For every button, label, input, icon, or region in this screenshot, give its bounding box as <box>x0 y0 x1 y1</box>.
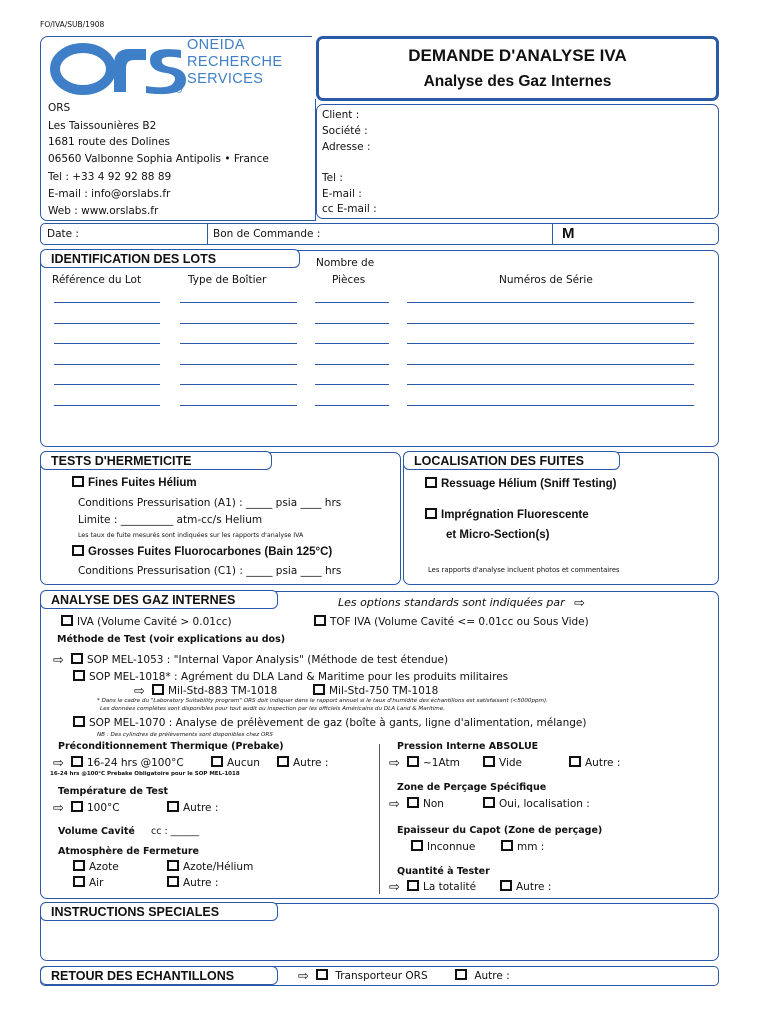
email-label[interactable]: E-mail : <box>322 188 362 200</box>
pre-1624-label: 16-24 hrs @100°C <box>87 757 184 769</box>
transporteur-option[interactable] <box>298 969 428 982</box>
grosses-fuites-option[interactable] <box>72 545 332 558</box>
bon-commande-field[interactable]: Bon de Commande : <box>213 228 321 240</box>
p-autre-checkbox[interactable] <box>569 756 581 767</box>
lot-serie-line[interactable] <box>407 364 694 365</box>
date-field[interactable]: Date : <box>47 228 79 240</box>
p-vide-option[interactable] <box>483 756 522 769</box>
sop1070-option[interactable] <box>73 716 586 729</box>
identification-box <box>40 250 719 447</box>
z-non-option[interactable] <box>389 797 444 810</box>
lot-reference-line[interactable] <box>54 302 160 303</box>
retour-autre-option[interactable] <box>455 969 510 982</box>
temp-100-label: 100°C <box>87 802 120 814</box>
logo-text-3: SERVICES <box>187 71 264 87</box>
impregnation-label: Imprégnation Fluorescente <box>441 509 589 521</box>
tof-option[interactable] <box>314 615 589 628</box>
lot-reference-line[interactable] <box>54 343 160 344</box>
lot-reference-line[interactable] <box>54 364 160 365</box>
iva-label: IVA (Volume Cavité > 0.01cc) <box>77 616 232 628</box>
sop1070-checkbox[interactable] <box>73 716 85 727</box>
default-arrow-icon: ⇨ <box>389 880 400 895</box>
adresse-label[interactable]: Adresse : <box>322 141 371 153</box>
mil883-option[interactable] <box>134 684 277 697</box>
lot-type-line[interactable] <box>180 384 297 385</box>
fuite-note: Les taux de fuite mesurés sont indiquées sur les rapports d'analyse IVA <box>78 532 304 539</box>
pre-autre-label: Autre : <box>293 757 329 769</box>
lot-type-line[interactable] <box>180 323 297 324</box>
note-1070: NB : Des cylindres de prélèvements sont disponibles chez ORS <box>97 732 273 738</box>
lot-serie-line[interactable] <box>407 405 694 406</box>
instructions-header: INSTRUCTIONS SPECIALES <box>40 902 278 921</box>
pression-heading: Pression Interne ABSOLUE <box>397 741 539 752</box>
e-mm-label: mm : <box>517 841 545 853</box>
lot-reference-line[interactable] <box>54 405 160 406</box>
methode-heading: Méthode de Test (voir explications au dos) <box>57 634 286 645</box>
retour-header: RETOUR DES ECHANTILLONS <box>40 966 278 985</box>
pre-autre-option[interactable] <box>277 756 328 769</box>
lot-serie-line[interactable] <box>407 323 694 324</box>
fines-fuites-label: Fines Fuites Hélium <box>88 477 197 489</box>
atm-autre-label: Autre : <box>183 877 219 889</box>
sop1018-checkbox[interactable] <box>73 670 85 681</box>
sop1018-option[interactable] <box>73 670 508 683</box>
lot-serie-line[interactable] <box>407 302 694 303</box>
azote-helium-option[interactable] <box>167 860 253 873</box>
z-oui-option[interactable] <box>483 797 590 810</box>
ors-logo <box>46 40 196 96</box>
iva-option[interactable] <box>61 615 232 628</box>
q-autre-option[interactable] <box>500 880 551 893</box>
lot-nombre-line[interactable] <box>315 302 389 303</box>
lot-type-line[interactable] <box>180 302 297 303</box>
lot-nombre-line[interactable] <box>315 323 389 324</box>
options-note-text: Les options standards sont indiquées par <box>338 596 565 609</box>
p-1atm-option[interactable] <box>389 756 460 769</box>
note-1018-b: Les données complètes sont disponibles pour tout audit ou inspection par les officiels Américains du DLA Land & Maritime. <box>100 706 445 712</box>
sop1053-option[interactable] <box>53 653 448 666</box>
fines-fuites-option[interactable] <box>72 476 197 489</box>
e-mm-checkbox[interactable] <box>501 840 513 851</box>
retour-autre-label: Autre : <box>474 970 510 982</box>
mil750-checkbox[interactable] <box>313 684 325 695</box>
default-arrow-icon: ⇨ <box>389 797 400 812</box>
company-address-3: 06560 Valbonne Sophia Antipolis • France <box>48 153 269 165</box>
retour-autre-checkbox[interactable] <box>455 969 467 980</box>
col-type-boitier: Type de Boîtier <box>188 274 267 286</box>
client-box <box>316 104 719 219</box>
sop1053-checkbox[interactable] <box>71 653 83 664</box>
z-non-label: Non <box>423 798 444 810</box>
atmos-heading: Atmosphère de Fermeture <box>58 846 199 857</box>
tel-label[interactable]: Tel : <box>322 172 343 184</box>
transporteur-label: Transporteur ORS <box>335 970 428 982</box>
transporteur-checkbox[interactable] <box>316 969 328 980</box>
order-divider-1 <box>207 224 208 244</box>
ressuage-option[interactable] <box>425 477 617 490</box>
lot-reference-line[interactable] <box>54 384 160 385</box>
volume-cc-field[interactable]: cc : ______ <box>151 826 200 837</box>
temp-autre-option[interactable] <box>167 801 218 814</box>
mil750-label: Mil-Std-750 TM-1018 <box>329 685 439 697</box>
azote-checkbox[interactable] <box>73 860 85 871</box>
column-divider <box>379 744 380 894</box>
temp-heading: Température de Test <box>58 786 169 797</box>
temp-autre-checkbox[interactable] <box>167 801 179 812</box>
default-arrow-icon: ⇨ <box>389 756 400 771</box>
lot-serie-line[interactable] <box>407 343 694 344</box>
e-inconnue-option[interactable] <box>411 840 475 853</box>
e-mm-option[interactable] <box>501 840 544 853</box>
q-totalite-checkbox[interactable] <box>407 880 419 891</box>
company-web: Web : www.orslabs.fr <box>48 205 159 217</box>
temp-100-option[interactable] <box>53 801 120 814</box>
default-arrow-icon: ⇨ <box>53 801 64 816</box>
localisation-header: LOCALISATION DES FUITES <box>403 451 620 470</box>
volume-heading: Volume Cavité <box>58 826 135 837</box>
lot-type-line[interactable] <box>180 405 297 406</box>
e-inconnue-checkbox[interactable] <box>411 840 423 851</box>
impregnation-label-2: et Micro-Section(s) <box>446 529 550 541</box>
azote-helium-checkbox[interactable] <box>167 860 179 871</box>
sop1070-label: SOP MEL-1070 : Analyse de prélèvement de gaz (boîte à gants, ligne d'alimentation, mélange) <box>89 717 587 729</box>
p-vide-label: Vide <box>499 757 522 769</box>
grosses-fuites-checkbox[interactable] <box>72 545 84 556</box>
air-option[interactable] <box>73 876 103 889</box>
grosses-fuites-label: Grosses Fuites Fluorocarbones (Bain 125°C) <box>88 546 333 558</box>
pre-1624-checkbox[interactable] <box>71 756 83 767</box>
col-reference: Référence du Lot <box>52 274 142 286</box>
e-inconnue-label: Inconnue <box>427 841 476 853</box>
cond-c1[interactable]: Conditions Pressurisation (C1) : _____ psia ____ hrs <box>78 565 342 577</box>
pre-aucun-option[interactable] <box>211 756 260 769</box>
logo-text-1: ONEIDA <box>187 37 245 53</box>
p-autre-label: Autre : <box>585 757 621 769</box>
impregnation-option[interactable] <box>425 508 589 521</box>
z-oui-label: Oui, localisation : <box>499 798 590 810</box>
hermeticite-header: TESTS D'HERMETICITE <box>40 451 272 470</box>
temp-100-checkbox[interactable] <box>71 801 83 812</box>
azote-label: Azote <box>89 861 119 873</box>
air-checkbox[interactable] <box>73 876 85 887</box>
p-1atm-checkbox[interactable] <box>407 756 419 767</box>
standard-arrow-icon: ⇨ <box>574 596 586 611</box>
default-arrow-icon: ⇨ <box>298 969 309 984</box>
default-arrow-icon: ⇨ <box>53 756 64 771</box>
options-note <box>338 596 592 609</box>
default-arrow-icon: ⇨ <box>134 684 145 699</box>
lot-nombre-line[interactable] <box>315 343 389 344</box>
order-divider-2 <box>552 224 553 244</box>
col-numeros-serie: Numéros de Série <box>499 274 593 286</box>
azote-option[interactable] <box>73 860 119 873</box>
lot-serie-line[interactable] <box>407 384 694 385</box>
fines-fuites-checkbox[interactable] <box>72 476 84 487</box>
lot-nombre-line[interactable] <box>315 384 389 385</box>
prebake-note: 16-24 hrs @100°C Prebake Obligatoire pour le SOP MEL-1018 <box>50 771 240 777</box>
lot-type-line[interactable] <box>180 364 297 365</box>
impregnation-checkbox[interactable] <box>425 508 437 519</box>
iva-checkbox[interactable] <box>61 615 73 626</box>
pre-1624-option[interactable] <box>53 756 184 769</box>
company-name: ORS <box>48 102 71 114</box>
sop1053-label: SOP MEL-1053 : "Internal Vapor Analysis" (Méthode de test étendue) <box>87 654 449 666</box>
page-title: DEMANDE D'ANALYSE IVA <box>408 46 627 65</box>
page-subtitle: Analyse des Gaz Internes <box>423 73 612 90</box>
default-arrow-icon: ⇨ <box>53 653 64 668</box>
q-autre-checkbox[interactable] <box>500 880 512 891</box>
company-tel: Tel : +33 4 92 92 88 89 <box>48 171 172 183</box>
order-row <box>40 223 719 245</box>
company-email: E-mail : info@orslabs.fr <box>48 188 171 200</box>
sop1018-label: SOP MEL-1018* : Agrément du DLA Land & Maritime pour les produits militaires <box>89 671 509 683</box>
precond-heading: Préconditionnement Thermique (Prebake) <box>58 741 284 752</box>
cc-email-label[interactable]: cc E-mail : <box>322 203 377 215</box>
lot-nombre-line[interactable] <box>315 364 389 365</box>
societe-label[interactable]: Société : <box>322 125 368 137</box>
temp-autre-label: Autre : <box>183 802 219 814</box>
limite[interactable]: Limite : __________ atm-cc/s Helium <box>78 514 263 526</box>
air-label: Air <box>89 877 104 889</box>
p-1atm-label: ~1Atm <box>423 757 460 769</box>
atm-autre-checkbox[interactable] <box>167 876 179 887</box>
mil883-checkbox[interactable] <box>152 684 164 695</box>
lot-type-line[interactable] <box>180 343 297 344</box>
mil883-label: Mil-Std-883 TM-1018 <box>168 685 278 697</box>
ressuage-checkbox[interactable] <box>425 477 437 488</box>
lot-reference-line[interactable] <box>54 323 160 324</box>
azote-helium-label: Azote/Hélium <box>183 861 254 873</box>
form-code: FO/IVA/SUB/1908 <box>40 20 105 29</box>
client-label[interactable]: Client : <box>322 109 360 121</box>
ressuage-label: Ressuage Hélium (Sniff Testing) <box>441 478 617 490</box>
cond-a1[interactable]: Conditions Pressurisation (A1) : _____ psia ____ hrs <box>78 497 342 509</box>
m-field[interactable]: M <box>562 225 575 242</box>
z-oui-checkbox[interactable] <box>483 797 495 808</box>
tof-label: TOF IVA (Volume Cavité <= 0.01cc ou Sous Vide) <box>330 616 589 628</box>
q-totalite-option[interactable] <box>389 880 476 893</box>
epaisseur-heading: Epaisseur du Capot (Zone de perçage) <box>397 825 603 836</box>
q-autre-label: Autre : <box>516 881 552 893</box>
atm-autre-option[interactable] <box>167 876 218 889</box>
col-nombre-1: Nombre de <box>316 257 375 269</box>
lot-nombre-line[interactable] <box>315 405 389 406</box>
analyse-header: ANALYSE DES GAZ INTERNES <box>40 590 278 609</box>
logo-text-2: RECHERCHE <box>187 54 283 70</box>
quantite-heading: Quantité à Tester <box>397 866 490 877</box>
pre-aucun-label: Aucun <box>227 757 260 769</box>
note-1018-a: * Dans le cadre du "Laboratory Suitability program" ORS doit indiquer dans le rapport annuel si le taux d'humidité des échantillons est satisfaisant (<5000ppm). <box>97 698 548 704</box>
col-nombre-2: Pièces <box>332 274 366 286</box>
tof-checkbox[interactable] <box>314 615 326 626</box>
company-address-1: Les Taissounières B2 <box>48 120 157 132</box>
z-non-checkbox[interactable] <box>407 797 419 808</box>
q-totalite-label: La totalité <box>423 881 477 893</box>
p-vide-checkbox[interactable] <box>483 756 495 767</box>
mil750-option[interactable] <box>313 684 438 697</box>
zone-heading: Zone de Perçage Spécifique <box>397 782 547 793</box>
pre-autre-checkbox[interactable] <box>277 756 289 767</box>
p-autre-option[interactable] <box>569 756 620 769</box>
identification-header: IDENTIFICATION DES LOTS <box>40 249 300 268</box>
localisation-note: Les rapports d'analyse incluent photos et commentaires <box>428 566 620 574</box>
company-address-2: 1681 route des Dolines <box>48 136 171 148</box>
pre-aucun-checkbox[interactable] <box>211 756 223 767</box>
